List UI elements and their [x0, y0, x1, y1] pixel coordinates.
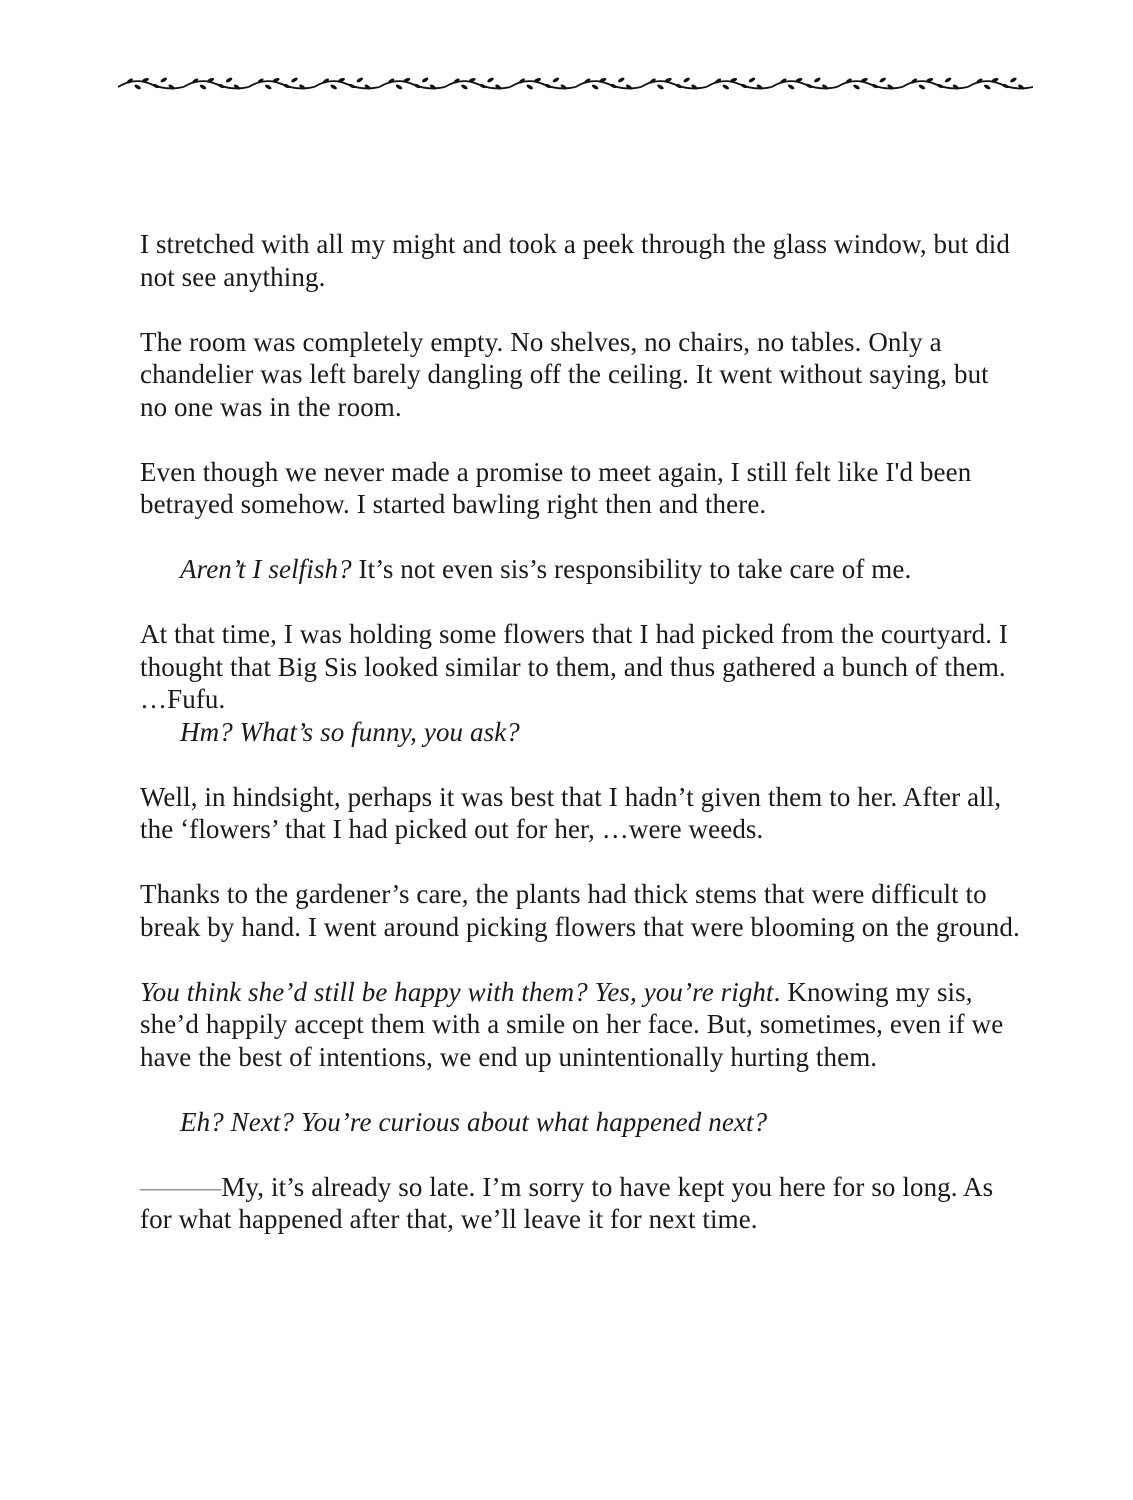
paragraph-9: You think she’d still be happy with them? Yes, you’re right. Knowing my sis, she’d happily accept them with a smile on her face. But, sometimes, even if we have the best of intentions, we end up unintentionally hurting them.: [140, 976, 1004, 1072]
vine-motif: [510, 77, 575, 91]
inner-thought: Aren’t I selfish?: [180, 554, 352, 584]
vine-motif: [183, 77, 248, 91]
listener-question: Eh? Next? You’re curious about what happened next?: [180, 1106, 768, 1137]
paragraph-8: Thanks to the gardener’s care, the plants had thick stems that were difficult to break by hand. I went around picking flowers that were blooming on the ground.: [140, 879, 1020, 942]
paragraph-1: I stretched with all my might and took a peek through the glass window, but did not see anything.: [140, 229, 1011, 292]
vine-motif: [772, 77, 837, 91]
vine-motif: [118, 77, 183, 91]
paragraph-10: [140, 1106, 1020, 1139]
vine-motif: [576, 77, 641, 91]
vine-border-ornament: [118, 74, 1033, 94]
vine-motif: [641, 77, 706, 91]
vine-motif: [902, 77, 967, 91]
paragraph-3: Even though we never made a promise to meet again, I still felt like I'd been betrayed somehow. I started bawling right then and there.: [140, 456, 972, 519]
paragraph-4: Aren’t I selfish? It’s not even sis’s responsibility to take care of me.: [180, 554, 912, 584]
paragraph-11: ———My, it’s already so late. I’m sorry to have kept you here for so long. As for what happened after that, we’ll leave it for next time.: [140, 1171, 994, 1234]
vine-motif: [379, 77, 444, 91]
paragraph-2: The room was completely empty. No shelves, no chairs, no tables. Only a chandelier was left barely dangling off the ceiling. It went without saying, but no one was in the room.: [140, 326, 989, 422]
paragraph-6: [140, 716, 1020, 749]
vine-motif: [837, 77, 902, 91]
listener-question: Hm? What’s so funny, you ask?: [180, 716, 520, 747]
vine-motif: [249, 77, 314, 91]
vine-motif: [706, 77, 771, 91]
vine-motif: [445, 77, 510, 91]
paragraph-5: At that time, I was holding some flowers that I had picked from the courtyard. I thought that Big Sis looked similar to them, and thus gathered a bunch of them. …Fufu.: [140, 619, 1009, 714]
story-text: [140, 228, 1020, 1268]
em-dash: ———: [140, 1171, 222, 1202]
vine-motif: [314, 77, 379, 91]
vine-motif: [968, 77, 1033, 91]
paragraph-7: Well, in hindsight, perhaps it was best that I hadn’t given them to her. After all, the ‘flowers’ that I had picked out for her, …were weeds.: [140, 781, 1002, 844]
listener-question: You think she’d still be happy with them? Yes, you’re right: [140, 976, 774, 1007]
